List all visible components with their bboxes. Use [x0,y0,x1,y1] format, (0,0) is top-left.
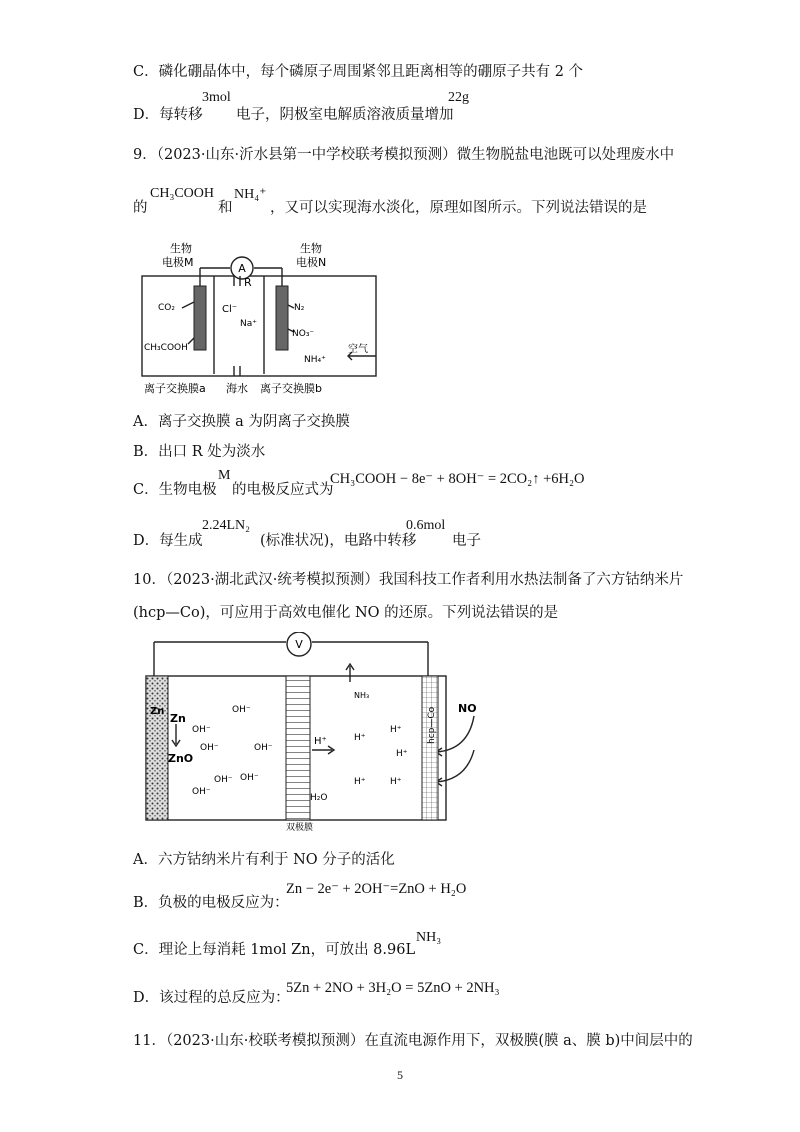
q10-label-h-5: H⁺ [390,777,402,787]
q9-label-na: Na⁺ [240,319,257,329]
q9-label-co2: CO₂ [158,303,175,313]
q10-hcp-co-electrode [422,676,438,820]
q10-stem-line1: 10．（2023·湖北武汉·统考模拟预测）我国科技工作者利用水热法制备了六方钴纳米片 [133,572,684,588]
q10-bipolar-membrane [286,676,310,820]
q9-c-electrode-m: M [218,468,231,483]
q10-label-zn: Zn [170,712,186,725]
q9-option-a: A．离子交换膜 a 为阴离子交换膜 [133,414,350,430]
q9-stem-de: 的 [133,200,148,216]
q10-zn-electrode [146,676,168,820]
q8-d-value-mol: 3mol [202,90,231,105]
q10-label-oh-5: OH⁻ [214,775,233,785]
q9-label-air: 空气 [348,344,368,355]
q10-label-oh-4: OH⁻ [254,743,273,753]
q8-d-value-g: 22g [448,90,469,105]
q9-option-d-post: 电子 [452,533,481,549]
q9-formula-ch3cooh: CH₃COOH [150,186,214,201]
q9-label-cl: Cl⁻ [222,304,238,315]
q9-d-value-n2: 2.24LN₂ [202,518,251,533]
q10-option-b-prefix: B．负极的电极反应为： [133,895,289,911]
q8-option-d-mid: 电子，阴极室电解质溶液质量增加 [236,107,454,123]
q10-option-a: A．六方钴纳米片有利于 NO 分子的活化 [133,852,395,868]
q9-label-bio-m2: 电极M [162,256,194,269]
q10-label-h2o: H₂O [310,793,328,803]
q9-stem-line2: ，又可以实现海水淡化，原理如图所示。下列说法错误的是 [270,200,647,216]
q9-tank [142,276,376,376]
q9-electrode-m [194,286,206,350]
q9-option-b: B．出口 R 处为淡水 [133,444,266,460]
q9-option-d-prefix: D．每生成 [133,533,203,549]
q9-battery-figure [136,238,386,400]
q10-label-h-2: H⁺ [390,725,402,735]
q10-label-oh-1: OH⁻ [192,725,211,735]
q10-option-d-equation: 5Zn + 2NO + 3H₂O = 5ZnO + 2NH₃ [286,980,500,996]
q10-label-bipolar: 双极膜 [286,823,314,832]
q9-label-ch3cooh: CH₃COOH [144,343,188,353]
q10-stem-line2: (hcp—Co)，可应用于高效电催化 NO 的还原。下列说法错误的是 [133,605,559,621]
q10-label-zno: ZnO [168,752,194,765]
q10-cell-figure [136,632,488,832]
q9-electrode-n [276,286,288,350]
q9-option-c-equation: CH₃COOH − 8e⁻ + 8OH⁻ = 2CO₂↑ +6H₂O [330,471,585,487]
q10-option-d-prefix: D．该过程的总反应为： [133,990,290,1006]
q9-label-no3: NO₃⁻ [292,329,315,339]
q10-label-zn-electrode: Zn [150,706,165,717]
q9-label-n2: N₂ [294,303,305,313]
q10-option-c-text: C．理论上每消耗 1mol Zn，可放出 8.96L [133,942,416,958]
q10-label-oh-3: OH⁻ [200,743,219,753]
q9-label-bio-n1: 生物 [300,242,322,255]
q9-label-nh4: NH₄⁺ [304,355,326,365]
q10-label-oh-7: OH⁻ [192,787,211,797]
q10-c-formula-nh3: NH₃ [416,930,442,945]
q9-label-seawater: 海水 [226,382,248,395]
q9-d-value-mol: 0.6mol [406,518,446,533]
q9-formula-nh4: NH₄⁺ [234,187,267,202]
q10-label-h-3: H⁺ [396,749,408,759]
q10-option-b-equation: Zn − 2e⁻ + 2OH⁻=ZnO + H₂O [286,881,467,897]
q9-option-c-mid: 的电极反应式为 [232,482,334,498]
q9-label-r: R [244,276,252,289]
q10-label-hcp: hcp—Co [427,706,437,744]
q10-label-oh-2: OH⁻ [232,705,251,715]
q9-label-bio-n2: 电极N [296,256,327,269]
q8-option-d-prefix: D．每转移 [133,107,203,123]
q9-option-d-mid: (标准状况)，电路中转移 [260,533,417,549]
q10-meter-label: V [295,638,303,651]
page-number: 5 [397,1068,403,1082]
q10-label-no: NO [458,702,477,715]
q10-label-h-arrow: H⁺ [314,736,327,747]
q10-label-nh3: NH₃ [354,691,370,700]
q9-stem-he: 和 [218,200,233,216]
q9-label-membrane-a: 离子交换膜a [144,382,206,395]
q11-stem-line1: 11．（2023·山东·校联考模拟预测）在直流电源作用下，双极膜(膜 a、膜 b)中间层中的 [133,1033,693,1049]
q9-meter-label: A [238,262,246,275]
q9-option-c-prefix: C．生物电极 [133,482,217,498]
q10-label-h-4: H⁺ [354,777,366,787]
q9-stem-line1: 9．（2023·山东·沂水县第一中学校联考模拟预测）微生物脱盐电池既可以处理废水中 [133,147,675,163]
q10-label-oh-6: OH⁻ [240,773,259,783]
q8-option-c: C．磷化硼晶体中，每个磷原子周围紧邻且距离相等的硼原子共有 2 个 [133,64,584,80]
q10-label-h-1: H⁺ [354,733,366,743]
q9-label-bio-m1: 生物 [170,242,192,255]
q9-label-membrane-b: 离子交换膜b [260,382,322,395]
